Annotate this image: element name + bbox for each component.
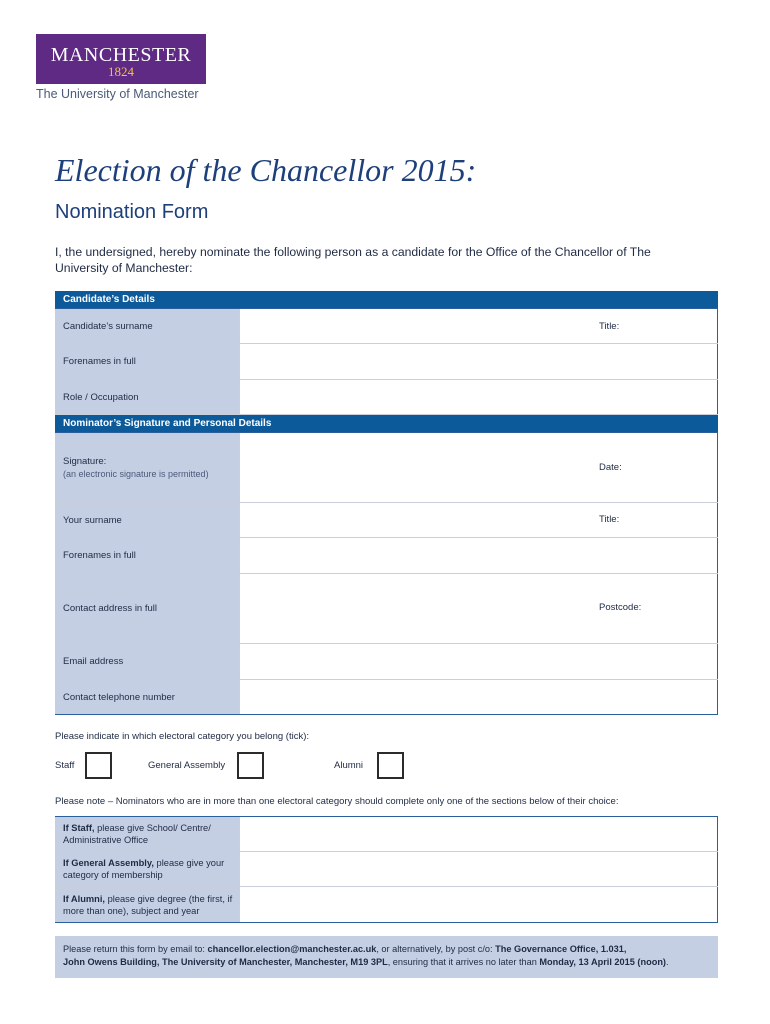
general-assembly-label: General Assembly (148, 760, 226, 771)
candidate-surname-label: Candidate’s surname (55, 309, 239, 343)
category-note: Please note – Nominators who are in more than one electoral category should complete only one of the sections below of their choice: (55, 796, 619, 807)
alumni-details-bold: If Alumni, (63, 893, 106, 904)
staff-details-label (55, 817, 239, 851)
page-subtitle: Nomination Form (55, 201, 209, 223)
staff-details-field[interactable] (239, 817, 718, 851)
candidate-role-field[interactable] (239, 380, 718, 414)
candidate-forenames-row (55, 344, 718, 380)
nominator-forenames-field[interactable] (239, 538, 718, 573)
alumni-label: Alumni (334, 760, 364, 771)
return-instructions (55, 936, 718, 978)
nomination-form-table (55, 291, 718, 715)
nominator-surname-field[interactable] (239, 503, 718, 537)
alumni-details-text: please give degree (the first, if more than one), subject and year (63, 893, 233, 916)
candidate-role-label: Role / Occupation (55, 380, 239, 414)
staff-details-bold: If Staff, (63, 823, 95, 833)
email-row (55, 644, 718, 680)
alumni-details-label (55, 887, 239, 922)
staff-checkbox[interactable] (85, 752, 112, 779)
candidate-role-row (55, 380, 718, 415)
signature-note: (an electronic signature is permitted) (63, 469, 209, 479)
candidate-title-label: Title: (599, 321, 620, 332)
alumni-checkbox[interactable] (377, 752, 404, 779)
logo-year: 1824 (108, 64, 134, 79)
logo-name: MANCHESTER (50, 44, 192, 66)
intro-text: I, the undersigned, hereby nominate the following person as a candidate for the Office of the Chancellor of The University of Manchester: (55, 245, 651, 275)
footer-text-3: , ensuring that it arrives no later than (387, 957, 537, 967)
staff-details-row (55, 817, 718, 852)
nominator-title-label: Title: (599, 514, 620, 525)
nominator-forenames-row (55, 538, 718, 574)
signature-label: Signature: (63, 456, 107, 467)
general-assembly-details-label (55, 852, 239, 886)
category-details-table (55, 816, 718, 923)
page-title: Election of the Chancellor 2015: (55, 152, 477, 188)
alumni-details-field[interactable] (239, 887, 718, 922)
footer-text-4: . (666, 957, 669, 967)
general-assembly-details-bold: If General Assembly, (63, 858, 154, 868)
nominator-surname-row (55, 503, 718, 538)
candidate-forenames-label: Forenames in full (55, 344, 239, 379)
return-email: chancellor.election@manchester.ac.uk (207, 944, 377, 954)
email-field[interactable] (239, 644, 718, 679)
university-logo (36, 34, 206, 84)
footer-text-2: , or alternatively, by post c/o: (376, 944, 493, 954)
deadline: Monday, 13 April 2015 (noon) (539, 957, 666, 967)
contact-address-row (55, 574, 718, 644)
phone-field[interactable] (239, 680, 718, 714)
candidate-surname-field[interactable] (239, 309, 718, 343)
candidate-section-header: Candidate’s Details (55, 291, 718, 308)
nominator-surname-label: Your surname (55, 503, 239, 537)
email-label: Email address (55, 644, 239, 679)
alumni-details-row (55, 887, 718, 922)
nominator-section-header: Nominator’s Signature and Personal Details (55, 415, 718, 432)
general-assembly-checkbox[interactable] (237, 752, 264, 779)
signature-label-cell (55, 433, 239, 502)
general-assembly-details-row (55, 852, 718, 887)
footer-text-1: Please return this form by email to: (63, 944, 205, 954)
return-address: John Owens Building, The University of Manchester, Manchester, M19 3PL (63, 957, 388, 967)
signature-field[interactable] (239, 433, 718, 502)
phone-label: Contact telephone number (55, 680, 239, 714)
general-assembly-details-text: please give your category of membership (63, 858, 225, 880)
contact-address-field[interactable] (239, 574, 718, 643)
category-question: Please indicate in which electoral category you belong (tick): (55, 731, 309, 742)
university-name: The University of Manchester (36, 87, 199, 101)
signature-row (55, 432, 718, 503)
candidate-forenames-field[interactable] (239, 344, 718, 379)
date-label: Date: (599, 462, 622, 473)
candidate-surname-row (55, 308, 718, 344)
phone-row (55, 680, 718, 715)
contact-address-label: Contact address in full (55, 574, 239, 643)
staff-label: Staff (55, 760, 75, 771)
staff-details-text: please give School/ Centre/ Administrative Office (63, 823, 211, 845)
governance-office: The Governance Office, 1.031, (495, 944, 627, 954)
nominator-forenames-label: Forenames in full (55, 538, 239, 573)
postcode-label: Postcode: (599, 602, 642, 613)
general-assembly-details-field[interactable] (239, 852, 718, 886)
